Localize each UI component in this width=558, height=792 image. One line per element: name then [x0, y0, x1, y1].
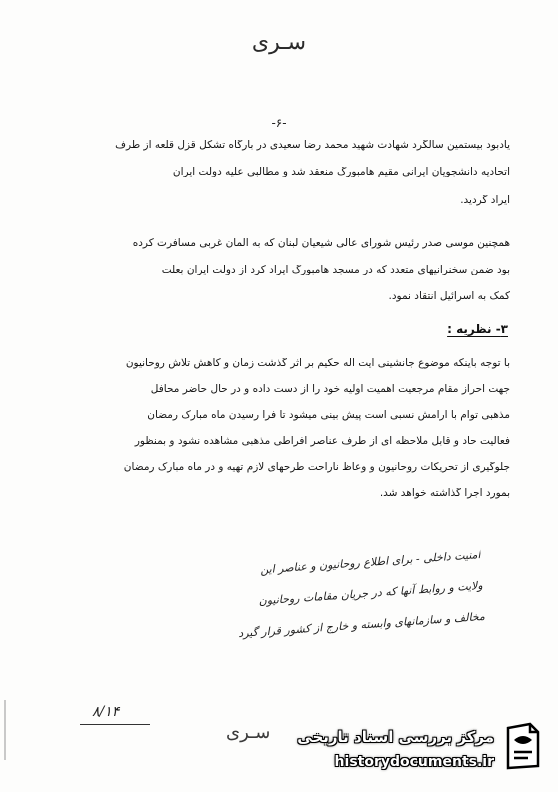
paragraph-3-line: جلوگیری از تحریکات روحانیون و وعاظ ناراحت طرحهای لازم تهیه و در ماه مبارک رمضان: [123, 462, 510, 473]
paragraph-2: [48, 238, 510, 318]
paragraph-3-line: جهت احراز مقام مرجعیت اهمیت اولیه خود را از دست داده و در حال حاضر محافل: [150, 384, 510, 395]
document-archive-logo-icon: [502, 722, 544, 770]
watermark-title: مرکز بررسی اسناد تاریخی: [297, 728, 494, 746]
paragraph-1-line: اتحادیه دانشجویان ایرانی مقیم هامبورگ منعقد شد و مطالبی علیه دولت ایران: [172, 166, 510, 177]
paragraph-3-line: مذهبی توام با آرامش نسبی است پیش بینی میشود تا فرا رسیدن ماه مبارک رمضان: [147, 410, 510, 421]
paragraph-3-line: فعالیت حاد و قابل ملاحظه ای از طرف عناصر افراطی مذهبی مشاهده نشود و بمنظور: [134, 436, 510, 447]
section-heading-opinion: ۳- نظریه :: [447, 322, 508, 336]
page-number: -۶-: [271, 116, 287, 130]
paragraph-2-line: همچنین موسی صدر رئیس شورای عالی شیعیان لبنان که به آلمان غربی مسافرت کرده: [132, 238, 510, 249]
classification-stamp-bottom: سـری: [226, 722, 271, 743]
paragraph-1-line: ایراد گردید.: [460, 195, 510, 206]
paragraph-1: [48, 140, 510, 206]
handwritten-date-underline: [80, 724, 150, 725]
classification-stamp-top: سـری: [251, 30, 307, 55]
handwritten-note-line: ولایت و روابط آنها که در جریان مقامات روحانیون: [258, 578, 484, 608]
archive-watermark: [278, 716, 548, 782]
handwritten-note-line: مخالف و سازمانهای وابسته و خارج از کشور قرار گیرد: [237, 609, 486, 641]
paragraph-2-line: کمک به اسرائیل انتقاد نمود.: [388, 291, 510, 302]
handwritten-note-line: امنیت داخلی - برای اطلاع روحانیون و عناصر این: [259, 548, 481, 577]
paragraph-3-line: بمورد اجرا گذاشته خواهد شد.: [379, 488, 510, 499]
scan-edge-shadow: [4, 700, 6, 760]
paragraph-3-line: با توجه باینکه موضوع جانشینی آیت اله حکیم بر اثر گذشت زمان و کاهش تلاش روحانیون: [125, 358, 510, 369]
paragraph-1-line: یادبود بیستمین سالگرد شهادت شهید محمد رضا سعیدی در بارگاه تشکل قزل قلعه از طرف: [115, 140, 510, 151]
paragraph-3: [48, 358, 510, 514]
handwritten-date: ۸/۱۴: [92, 704, 120, 720]
watermark-url: historydocuments.ir: [334, 754, 494, 770]
handwritten-note: [41, 548, 486, 671]
paragraph-2-line: بود ضمن سخنرانیهای متعدد که در مسجد هامبورگ ایراد کرد از دولت ایران بعلت: [161, 264, 510, 275]
